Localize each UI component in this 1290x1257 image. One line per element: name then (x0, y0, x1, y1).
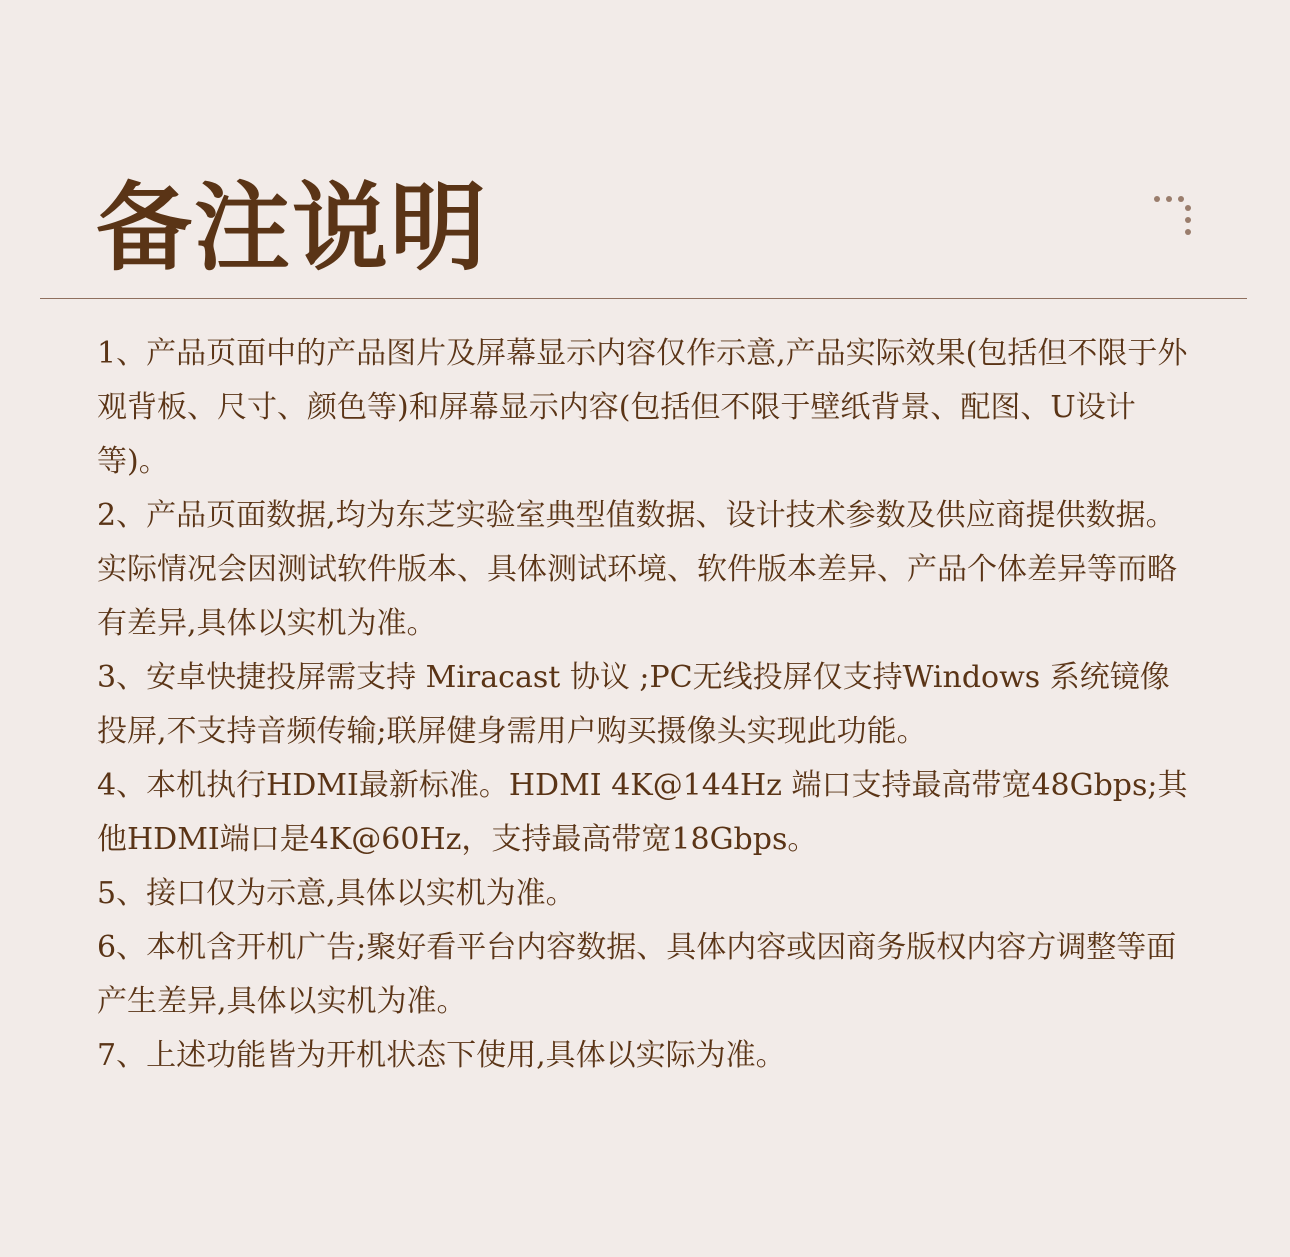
note-item-4: 4、本机执行HDMI最新标准。HDMI 4K@144Hz 端口支持最高带宽48Gbps;其他HDMI端口是4K@60Hz，支持最高带宽18Gbps。 (97, 768, 1188, 857)
dotted-corner-icon (1154, 196, 1198, 240)
page-title: 备注说明 (96, 171, 488, 284)
note-item-2: 2、产品页面数据,均为东芝实验室典型值数据、设计技术参数及供应商提供数据。实际情况会因测试软件版本、具体测试环境、软件版本差异、产品个体差异等而略有差异,具体以实机为准。 (97, 498, 1177, 641)
note-item-3: 3、安卓快捷投屏需支持 Miracast 协议 ;PC无线投屏仅支持Windows 系统镜像投屏,不支持音频传输;联屏健身需用户购买摄像头实现此功能。 (97, 660, 1170, 749)
note-item-1: 1、产品页面中的产品图片及屏幕显示内容仅作示意,产品实际效果(包括但不限于外观背板、尺寸、颜色等)和屏幕显示内容(包括但不限于壁纸背景、配图、U设计等)。 (97, 336, 1188, 479)
title-divider (40, 298, 1247, 299)
notes-list (97, 327, 1197, 1083)
note-item-7: 7、上述功能皆为开机状态下使用,具体以实际为准。 (97, 1038, 786, 1073)
note-item-6: 6、本机含开机广告;聚好看平台内容数据、具体内容或因商务版权内容方调整等面产生差异,具体以实机为准。 (97, 930, 1177, 1019)
note-item-5: 5、接口仅为示意,具体以实机为准。 (97, 876, 576, 911)
